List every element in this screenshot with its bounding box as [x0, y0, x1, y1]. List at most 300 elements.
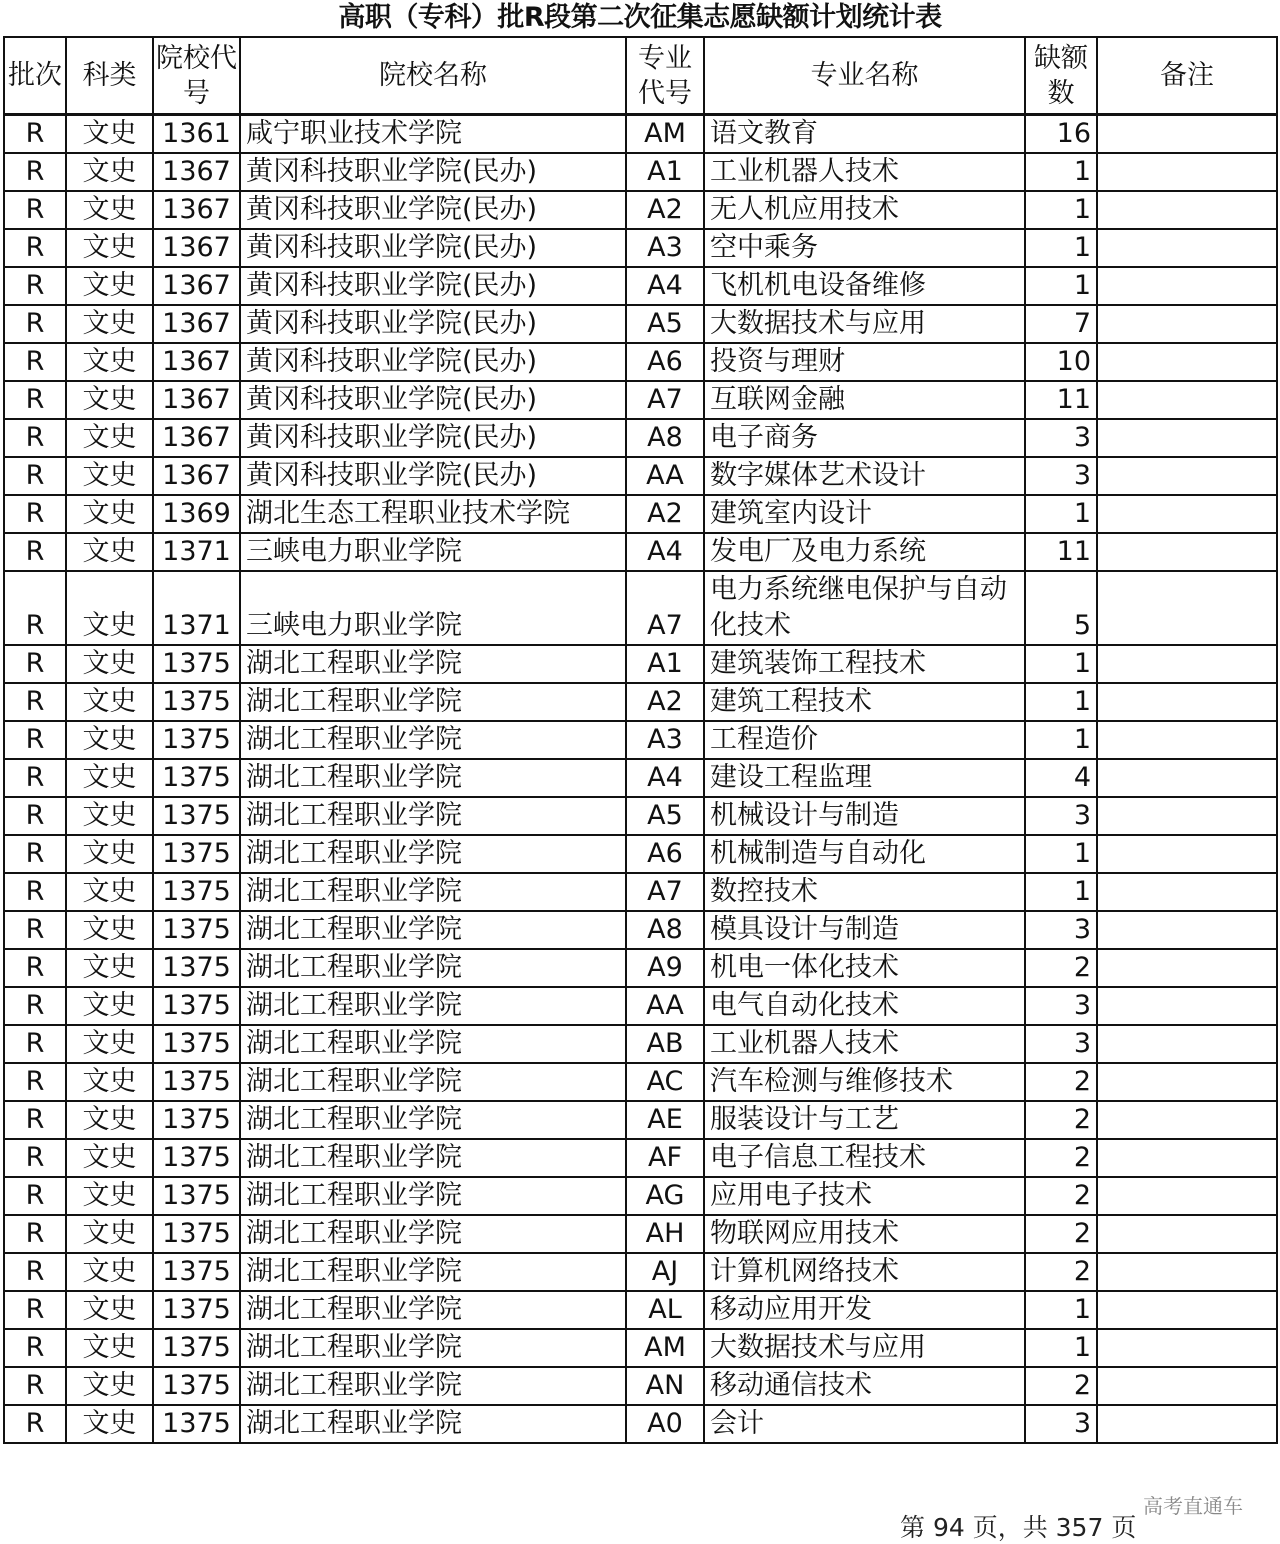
cell-remarks	[1097, 1025, 1277, 1063]
cell-batch: R	[4, 1329, 66, 1367]
cell-school-code: 1367	[153, 229, 240, 267]
cell-vacancy: 2	[1025, 949, 1097, 987]
cell-remarks	[1097, 153, 1277, 191]
cell-remarks	[1097, 1139, 1277, 1177]
cell-category: 文史	[66, 1063, 153, 1101]
header-vacancy: 缺额数	[1025, 37, 1097, 115]
cell-school-code: 1375	[153, 949, 240, 987]
cell-vacancy: 3	[1025, 797, 1097, 835]
cell-school-code: 1375	[153, 1101, 240, 1139]
cell-remarks	[1097, 835, 1277, 873]
cell-major-name: 工业机器人技术	[704, 1025, 1025, 1063]
cell-vacancy: 1	[1025, 267, 1097, 305]
cell-school-code: 1375	[153, 835, 240, 873]
cell-major-name: 工程造价	[704, 721, 1025, 759]
cell-school-name: 黄冈科技职业学院(民办)	[240, 191, 626, 229]
cell-batch: R	[4, 1367, 66, 1405]
cell-batch: R	[4, 1139, 66, 1177]
cell-remarks	[1097, 1101, 1277, 1139]
cell-major-name: 建筑装饰工程技术	[704, 645, 1025, 683]
cell-remarks	[1097, 381, 1277, 419]
cell-major-name: 飞机机电设备维修	[704, 267, 1025, 305]
cell-school-name: 湖北工程职业学院	[240, 759, 626, 797]
cell-remarks	[1097, 305, 1277, 343]
cell-major-name: 互联网金融	[704, 381, 1025, 419]
cell-category: 文史	[66, 759, 153, 797]
cell-school-name: 黄冈科技职业学院(民办)	[240, 305, 626, 343]
cell-batch: R	[4, 797, 66, 835]
cell-school-name: 湖北工程职业学院	[240, 1139, 626, 1177]
table-row	[4, 1367, 1277, 1405]
cell-category: 文史	[66, 721, 153, 759]
cell-major-name: 数控技术	[704, 873, 1025, 911]
cell-category: 文史	[66, 1329, 153, 1367]
cell-school-name: 黄冈科技职业学院(民办)	[240, 419, 626, 457]
cell-remarks	[1097, 1291, 1277, 1329]
cell-school-name: 湖北工程职业学院	[240, 1405, 626, 1443]
cell-school-code: 1375	[153, 797, 240, 835]
cell-major-name: 空中乘务	[704, 229, 1025, 267]
cell-school-name: 湖北工程职业学院	[240, 949, 626, 987]
cell-school-code: 1367	[153, 419, 240, 457]
cell-vacancy: 2	[1025, 1177, 1097, 1215]
table-row	[4, 381, 1277, 419]
cell-remarks	[1097, 1253, 1277, 1291]
cell-category: 文史	[66, 381, 153, 419]
cell-batch: R	[4, 457, 66, 495]
cell-batch: R	[4, 721, 66, 759]
cell-vacancy: 2	[1025, 1367, 1097, 1405]
cell-school-name: 湖北工程职业学院	[240, 1367, 626, 1405]
cell-major-code: A1	[626, 645, 704, 683]
cell-major-code: A4	[626, 533, 704, 571]
cell-category: 文史	[66, 305, 153, 343]
cell-vacancy: 4	[1025, 759, 1097, 797]
cell-school-name: 湖北工程职业学院	[240, 873, 626, 911]
cell-school-name: 湖北工程职业学院	[240, 1291, 626, 1329]
cell-vacancy: 3	[1025, 1025, 1097, 1063]
cell-major-name: 移动应用开发	[704, 1291, 1025, 1329]
cell-batch: R	[4, 1405, 66, 1443]
cell-remarks	[1097, 1063, 1277, 1101]
cell-vacancy: 1	[1025, 1291, 1097, 1329]
cell-category: 文史	[66, 1253, 153, 1291]
cell-category: 文史	[66, 1215, 153, 1253]
cell-school-code: 1375	[153, 1291, 240, 1329]
cell-category: 文史	[66, 495, 153, 533]
cell-school-name: 湖北工程职业学院	[240, 645, 626, 683]
cell-major-name: 电子信息工程技术	[704, 1139, 1025, 1177]
cell-major-name: 建筑室内设计	[704, 495, 1025, 533]
cell-remarks	[1097, 1367, 1277, 1405]
table-row	[4, 1177, 1277, 1215]
cell-category: 文史	[66, 115, 153, 154]
cell-school-code: 1375	[153, 759, 240, 797]
cell-major-code: A1	[626, 153, 704, 191]
cell-school-code: 1375	[153, 1025, 240, 1063]
cell-major-code: A4	[626, 267, 704, 305]
cell-school-code: 1375	[153, 1177, 240, 1215]
cell-major-code: AF	[626, 1139, 704, 1177]
cell-batch: R	[4, 381, 66, 419]
cell-school-name: 黄冈科技职业学院(民办)	[240, 153, 626, 191]
cell-remarks	[1097, 1329, 1277, 1367]
table-row	[4, 229, 1277, 267]
table-row	[4, 267, 1277, 305]
cell-vacancy: 7	[1025, 305, 1097, 343]
cell-school-name: 咸宁职业技术学院	[240, 115, 626, 154]
cell-remarks	[1097, 721, 1277, 759]
cell-school-code: 1367	[153, 191, 240, 229]
cell-major-code: AL	[626, 1291, 704, 1329]
cell-batch: R	[4, 1101, 66, 1139]
cell-category: 文史	[66, 1177, 153, 1215]
cell-major-code: A2	[626, 495, 704, 533]
cell-vacancy: 3	[1025, 911, 1097, 949]
cell-batch: R	[4, 495, 66, 533]
cell-school-name: 黄冈科技职业学院(民办)	[240, 343, 626, 381]
cell-major-name: 建设工程监理	[704, 759, 1025, 797]
cell-major-code: AM	[626, 1329, 704, 1367]
cell-school-name: 湖北工程职业学院	[240, 1329, 626, 1367]
cell-school-code: 1369	[153, 495, 240, 533]
cell-major-code: A8	[626, 911, 704, 949]
cell-vacancy: 1	[1025, 153, 1097, 191]
cell-batch: R	[4, 1063, 66, 1101]
cell-major-name: 应用电子技术	[704, 1177, 1025, 1215]
cell-school-code: 1375	[153, 1215, 240, 1253]
document-title: 高职（专科）批R段第二次征集志愿缺额计划统计表	[338, 2, 942, 33]
cell-school-name: 湖北工程职业学院	[240, 835, 626, 873]
cell-remarks	[1097, 1215, 1277, 1253]
cell-school-name: 三峡电力职业学院	[240, 571, 626, 645]
cell-category: 文史	[66, 533, 153, 571]
cell-vacancy: 3	[1025, 1405, 1097, 1443]
table-row	[4, 495, 1277, 533]
cell-school-name: 湖北工程职业学院	[240, 797, 626, 835]
table-row	[4, 911, 1277, 949]
cell-major-name: 计算机网络技术	[704, 1253, 1025, 1291]
header-school-name: 院校名称	[240, 37, 626, 115]
cell-category: 文史	[66, 1291, 153, 1329]
cell-school-code: 1367	[153, 153, 240, 191]
cell-school-name: 黄冈科技职业学院(民办)	[240, 229, 626, 267]
cell-batch: R	[4, 267, 66, 305]
watermark: 高考直通车	[1143, 1494, 1243, 1518]
cell-major-name: 物联网应用技术	[704, 1215, 1025, 1253]
cell-remarks	[1097, 267, 1277, 305]
cell-category: 文史	[66, 1139, 153, 1177]
cell-major-name: 模具设计与制造	[704, 911, 1025, 949]
cell-remarks	[1097, 495, 1277, 533]
cell-remarks	[1097, 571, 1277, 645]
cell-major-name: 无人机应用技术	[704, 191, 1025, 229]
cell-school-code: 1367	[153, 457, 240, 495]
cell-major-name: 机电一体化技术	[704, 949, 1025, 987]
cell-major-code: A2	[626, 191, 704, 229]
cell-major-code: AH	[626, 1215, 704, 1253]
cell-category: 文史	[66, 911, 153, 949]
cell-vacancy: 11	[1025, 533, 1097, 571]
cell-school-code: 1361	[153, 115, 240, 154]
cell-vacancy: 2	[1025, 1215, 1097, 1253]
table-row	[4, 1253, 1277, 1291]
cell-major-code: A7	[626, 381, 704, 419]
table-row	[4, 1215, 1277, 1253]
cell-major-name: 服装设计与工艺	[704, 1101, 1025, 1139]
cell-batch: R	[4, 419, 66, 457]
header-school-code: 院校代号	[153, 37, 240, 115]
cell-remarks	[1097, 229, 1277, 267]
table-row	[4, 457, 1277, 495]
cell-school-code: 1375	[153, 683, 240, 721]
cell-category: 文史	[66, 229, 153, 267]
cell-major-name: 建筑工程技术	[704, 683, 1025, 721]
cell-batch: R	[4, 191, 66, 229]
cell-batch: R	[4, 571, 66, 645]
cell-remarks	[1097, 343, 1277, 381]
cell-batch: R	[4, 153, 66, 191]
cell-vacancy: 1	[1025, 683, 1097, 721]
cell-category: 文史	[66, 987, 153, 1025]
cell-school-code: 1375	[153, 987, 240, 1025]
cell-remarks	[1097, 1405, 1277, 1443]
cell-major-code: A7	[626, 873, 704, 911]
table-row	[4, 115, 1277, 154]
cell-school-code: 1375	[153, 1253, 240, 1291]
cell-vacancy: 16	[1025, 115, 1097, 154]
cell-major-name: 电子商务	[704, 419, 1025, 457]
cell-major-code: A6	[626, 343, 704, 381]
cell-school-code: 1375	[153, 721, 240, 759]
cell-category: 文史	[66, 191, 153, 229]
cell-batch: R	[4, 1025, 66, 1063]
cell-school-code: 1367	[153, 381, 240, 419]
cell-remarks	[1097, 457, 1277, 495]
cell-school-name: 湖北工程职业学院	[240, 1215, 626, 1253]
cell-major-name: 语文教育	[704, 115, 1025, 154]
table-row	[4, 343, 1277, 381]
cell-school-name: 三峡电力职业学院	[240, 533, 626, 571]
cell-school-code: 1375	[153, 1063, 240, 1101]
cell-major-code: A5	[626, 305, 704, 343]
cell-remarks	[1097, 1177, 1277, 1215]
cell-school-name: 黄冈科技职业学院(民办)	[240, 457, 626, 495]
table-row	[4, 797, 1277, 835]
table-row	[4, 153, 1277, 191]
cell-remarks	[1097, 419, 1277, 457]
table-row	[4, 1139, 1277, 1177]
cell-major-code: AA	[626, 987, 704, 1025]
cell-major-name: 机械设计与制造	[704, 797, 1025, 835]
cell-major-code: AC	[626, 1063, 704, 1101]
cell-category: 文史	[66, 267, 153, 305]
cell-category: 文史	[66, 1101, 153, 1139]
cell-batch: R	[4, 1253, 66, 1291]
table-row	[4, 1405, 1277, 1443]
cell-vacancy: 10	[1025, 343, 1097, 381]
cell-vacancy: 2	[1025, 1253, 1097, 1291]
cell-batch: R	[4, 911, 66, 949]
cell-vacancy: 2	[1025, 1101, 1097, 1139]
cell-remarks	[1097, 191, 1277, 229]
cell-batch: R	[4, 835, 66, 873]
cell-major-code: A4	[626, 759, 704, 797]
cell-major-code: A9	[626, 949, 704, 987]
table-row	[4, 1025, 1277, 1063]
cell-major-code: AM	[626, 115, 704, 154]
table-header-row	[4, 37, 1277, 115]
cell-vacancy: 3	[1025, 987, 1097, 1025]
cell-major-name: 大数据技术与应用	[704, 305, 1025, 343]
cell-vacancy: 1	[1025, 645, 1097, 683]
cell-vacancy: 2	[1025, 1139, 1097, 1177]
cell-category: 文史	[66, 683, 153, 721]
cell-school-code: 1375	[153, 645, 240, 683]
cell-major-code: AE	[626, 1101, 704, 1139]
table-row	[4, 1329, 1277, 1367]
header-batch: 批次	[4, 37, 66, 115]
cell-school-code: 1367	[153, 305, 240, 343]
table-row	[4, 835, 1277, 873]
cell-remarks	[1097, 987, 1277, 1025]
cell-category: 文史	[66, 645, 153, 683]
cell-vacancy: 1	[1025, 873, 1097, 911]
header-major-code: 专业代号	[626, 37, 704, 115]
cell-major-code: A3	[626, 229, 704, 267]
cell-school-code: 1367	[153, 267, 240, 305]
cell-category: 文史	[66, 343, 153, 381]
cell-vacancy: 1	[1025, 721, 1097, 759]
cell-remarks	[1097, 797, 1277, 835]
cell-major-code: A2	[626, 683, 704, 721]
cell-vacancy: 1	[1025, 495, 1097, 533]
cell-category: 文史	[66, 797, 153, 835]
cell-vacancy: 1	[1025, 835, 1097, 873]
table-row	[4, 1101, 1277, 1139]
cell-batch: R	[4, 343, 66, 381]
cell-category: 文史	[66, 1405, 153, 1443]
cell-remarks	[1097, 949, 1277, 987]
cell-major-name: 大数据技术与应用	[704, 1329, 1025, 1367]
table-row	[4, 683, 1277, 721]
header-major-name: 专业名称	[704, 37, 1025, 115]
cell-category: 文史	[66, 571, 153, 645]
cell-batch: R	[4, 1215, 66, 1253]
cell-remarks	[1097, 115, 1277, 154]
cell-batch: R	[4, 873, 66, 911]
cell-school-code: 1375	[153, 1329, 240, 1367]
cell-category: 文史	[66, 457, 153, 495]
cell-category: 文史	[66, 873, 153, 911]
cell-batch: R	[4, 115, 66, 154]
cell-school-name: 黄冈科技职业学院(民办)	[240, 267, 626, 305]
cell-major-name: 会计	[704, 1405, 1025, 1443]
cell-vacancy: 1	[1025, 1329, 1097, 1367]
cell-school-code: 1371	[153, 533, 240, 571]
header-remarks: 备注	[1097, 37, 1277, 115]
cell-major-name: 电力系统继电保护与自动化技术	[704, 571, 1025, 645]
cell-school-code: 1375	[153, 1405, 240, 1443]
cell-school-code: 1371	[153, 571, 240, 645]
cell-batch: R	[4, 533, 66, 571]
cell-major-code: A3	[626, 721, 704, 759]
cell-category: 文史	[66, 835, 153, 873]
cell-category: 文史	[66, 949, 153, 987]
page-footer: 第 94 页，共 357 页	[900, 1513, 1137, 1542]
cell-school-name: 湖北工程职业学院	[240, 1063, 626, 1101]
cell-major-code: AJ	[626, 1253, 704, 1291]
cell-category: 文史	[66, 153, 153, 191]
cell-category: 文史	[66, 1025, 153, 1063]
header-category: 科类	[66, 37, 153, 115]
table-row	[4, 1063, 1277, 1101]
table-row	[4, 645, 1277, 683]
cell-school-name: 湖北工程职业学院	[240, 721, 626, 759]
cell-school-code: 1375	[153, 873, 240, 911]
cell-major-code: AN	[626, 1367, 704, 1405]
cell-vacancy: 1	[1025, 229, 1097, 267]
cell-category: 文史	[66, 1367, 153, 1405]
cell-remarks	[1097, 533, 1277, 571]
cell-major-name: 移动通信技术	[704, 1367, 1025, 1405]
cell-school-code: 1375	[153, 911, 240, 949]
cell-batch: R	[4, 949, 66, 987]
cell-batch: R	[4, 759, 66, 797]
cell-school-code: 1367	[153, 343, 240, 381]
cell-major-code: A5	[626, 797, 704, 835]
quota-table	[3, 36, 1278, 1444]
table-row	[4, 949, 1277, 987]
cell-major-name: 发电厂及电力系统	[704, 533, 1025, 571]
cell-batch: R	[4, 305, 66, 343]
cell-major-name: 汽车检测与维修技术	[704, 1063, 1025, 1101]
cell-major-name: 数字媒体艺术设计	[704, 457, 1025, 495]
cell-major-name: 电气自动化技术	[704, 987, 1025, 1025]
table-row	[4, 721, 1277, 759]
table-row	[4, 1291, 1277, 1329]
cell-school-name: 湖北工程职业学院	[240, 911, 626, 949]
cell-school-name: 湖北工程职业学院	[240, 683, 626, 721]
cell-school-name: 湖北工程职业学院	[240, 1101, 626, 1139]
cell-batch: R	[4, 683, 66, 721]
cell-school-name: 湖北生态工程职业技术学院	[240, 495, 626, 533]
cell-major-code: AG	[626, 1177, 704, 1215]
cell-major-code: AA	[626, 457, 704, 495]
cell-remarks	[1097, 873, 1277, 911]
cell-major-code: A6	[626, 835, 704, 873]
cell-school-name: 湖北工程职业学院	[240, 987, 626, 1025]
cell-vacancy: 11	[1025, 381, 1097, 419]
cell-batch: R	[4, 1177, 66, 1215]
cell-vacancy: 2	[1025, 1063, 1097, 1101]
cell-vacancy: 3	[1025, 457, 1097, 495]
cell-category: 文史	[66, 419, 153, 457]
cell-batch: R	[4, 645, 66, 683]
cell-school-name: 湖北工程职业学院	[240, 1177, 626, 1215]
cell-school-name: 湖北工程职业学院	[240, 1253, 626, 1291]
cell-batch: R	[4, 987, 66, 1025]
table-row	[4, 873, 1277, 911]
cell-school-name: 黄冈科技职业学院(民办)	[240, 381, 626, 419]
table-row	[4, 191, 1277, 229]
cell-remarks	[1097, 911, 1277, 949]
cell-school-code: 1375	[153, 1139, 240, 1177]
cell-remarks	[1097, 683, 1277, 721]
cell-major-code: A7	[626, 571, 704, 645]
cell-major-code: A8	[626, 419, 704, 457]
cell-major-code: AB	[626, 1025, 704, 1063]
